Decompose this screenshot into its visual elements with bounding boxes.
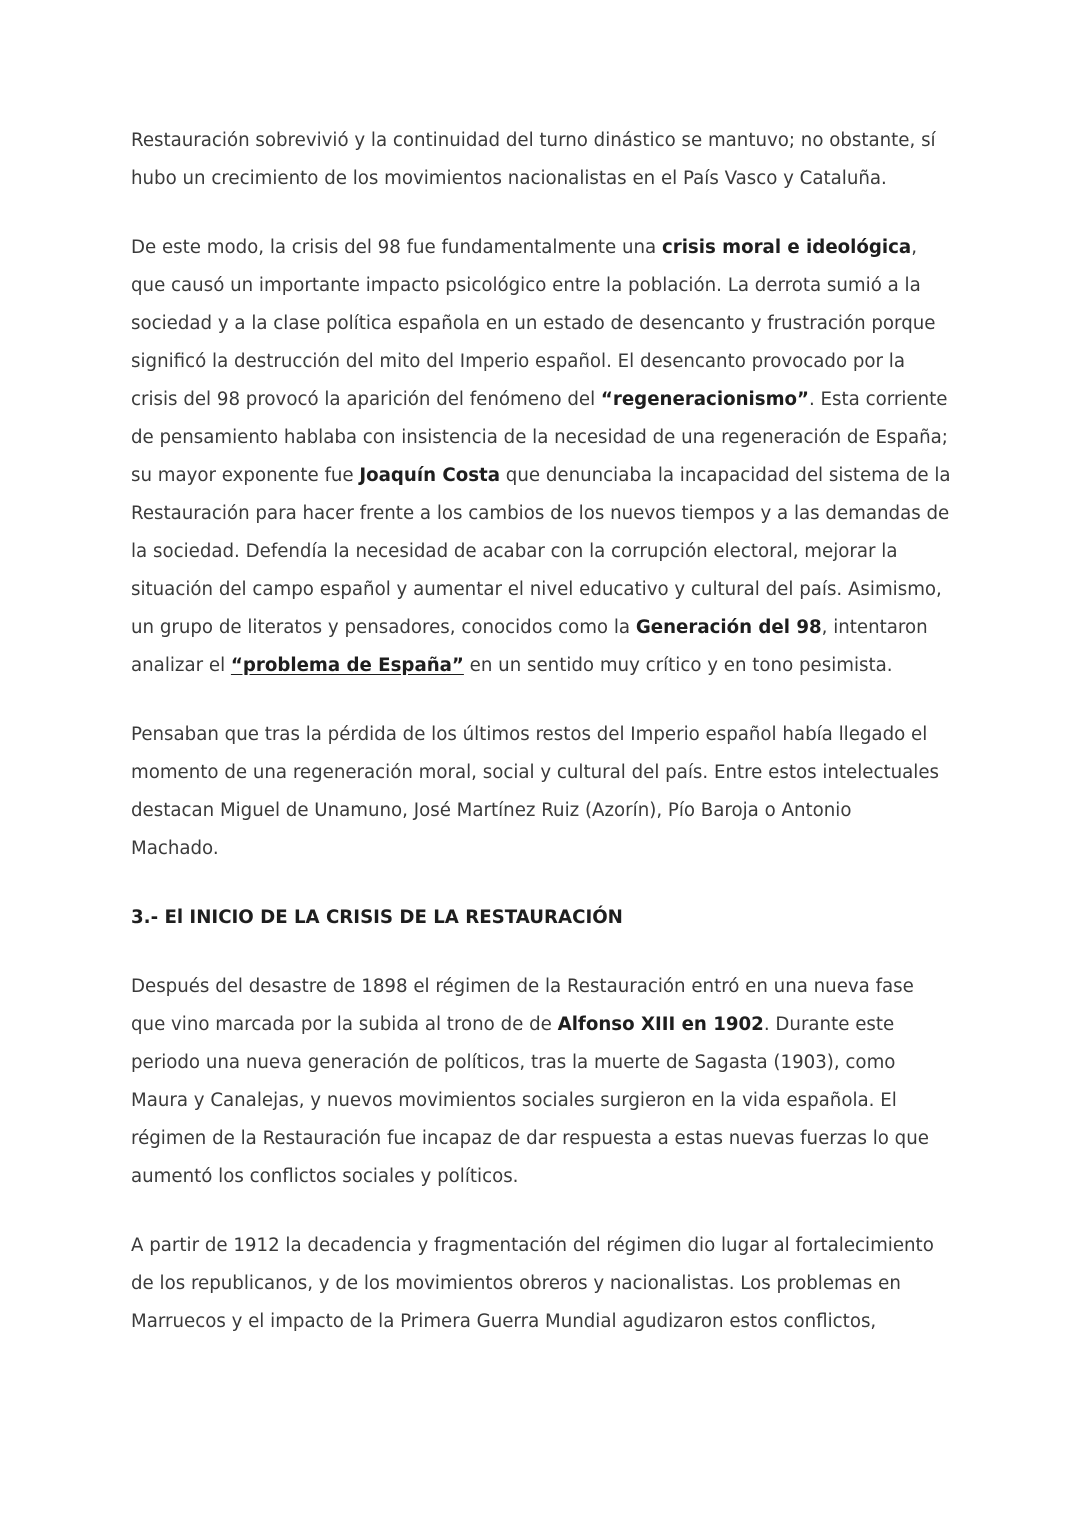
text-line: de los republicanos, y de los movimientos obreros y nacionalistas. Los problemas en: [131, 1273, 901, 1294]
text-line: la sociedad. Defendía la necesidad de acabar con la corrupción electoral, mejorar la: [131, 541, 898, 562]
bold-term: crisis moral e ideológica: [661, 237, 912, 258]
text-line: momento de una regeneración moral, social y cultural del país. Entre estos intelectuales: [131, 762, 939, 783]
text-line: De este modo, la crisis del 98 fue fundamentalmente una crisis moral e ideológica,: [131, 237, 917, 258]
text-line: régimen de la Restauración fue incapaz de dar respuesta a estas nuevas fuerzas lo que: [131, 1128, 929, 1149]
text-line: A partir de 1912 la decadencia y fragmentación del régimen dio lugar al fortalecimiento: [131, 1235, 934, 1256]
text-line: Maura y Canalejas, y nuevos movimientos sociales surgieron en la vida española. El: [131, 1090, 897, 1111]
text-line: un grupo de literatos y pensadores, conocidos como la Generación del 98, intentaron: [131, 617, 928, 638]
bold-term: “regeneracionismo”: [600, 389, 809, 410]
paragraph-restauracion-continuidad: [131, 122, 951, 198]
text-line: Machado.: [131, 838, 219, 859]
paragraph-1912-decadencia: [131, 1227, 951, 1341]
bold-term: Alfonso XIII en 1902: [557, 1014, 764, 1035]
text-line: Marruecos y el impacto de la Primera Guerra Mundial agudizaron estos conflictos,: [131, 1311, 877, 1332]
text-line: de pensamiento hablaba con insistencia de la necesidad de una regeneración de España;: [131, 427, 948, 448]
bold-term: Generación del 98: [635, 617, 822, 638]
section-heading: 3.- El INICIO DE LA CRISIS DE LA RESTAURACIÓN: [131, 907, 623, 928]
text-line: periodo una nueva generación de políticos, tras la muerte de Sagasta (1903), como: [131, 1052, 896, 1073]
text-line: sociedad y a la clase política española en un estado de desencanto y frustración porque: [131, 313, 936, 334]
text-line: Restauración sobrevivió y la continuidad del turno dinástico se mantuvo; no obstante, sí: [131, 130, 936, 151]
text-line: que vino marcada por la subida al trono de de Alfonso XIII en 1902. Durante este: [131, 1014, 895, 1035]
text-line: destacan Miguel de Unamuno, José Martínez Ruiz (Azorín), Pío Baroja o Antonio: [131, 800, 852, 821]
text-line: su mayor exponente fue Joaquín Costa que denunciaba la incapacidad del sistema de la: [131, 465, 951, 486]
text-line: hubo un crecimiento de los movimientos nacionalistas en el País Vasco y Cataluña.: [131, 168, 887, 189]
text-line: crisis del 98 provocó la aparición del fenómeno del “regeneracionismo”. Esta corriente: [131, 389, 948, 410]
paragraph-regeneracion: [131, 716, 951, 868]
text-line: situación del campo español y aumentar el nivel educativo y cultural del país. Asimismo,: [131, 579, 942, 600]
document-page: [131, 122, 951, 1341]
problema-de-espana-link[interactable]: “problema de España”: [230, 655, 464, 676]
text-line: que causó un importante impacto psicológico entre la población. La derrota sumió a la: [131, 275, 921, 296]
paragraph-crisis-98: [131, 229, 951, 685]
text-line: Después del desastre de 1898 el régimen de la Restauración entró en una nueva fase: [131, 976, 914, 997]
text-line: significó la destrucción del mito del Imperio español. El desencanto provocado por la: [131, 351, 905, 372]
text-line: Restauración para hacer frente a los cambios de los nuevos tiempos y a las demandas de: [131, 503, 950, 524]
text-line: aumentó los conflictos sociales y políticos.: [131, 1166, 519, 1187]
paragraph-alfonso-xiii: [131, 968, 951, 1196]
bold-term: Joaquín Costa: [359, 465, 501, 486]
text-line: Pensaban que tras la pérdida de los últimos restos del Imperio español había llegado el: [131, 724, 928, 745]
text-line: analizar el “problema de España” en un sentido muy crítico y en tono pesimista.: [131, 655, 893, 676]
